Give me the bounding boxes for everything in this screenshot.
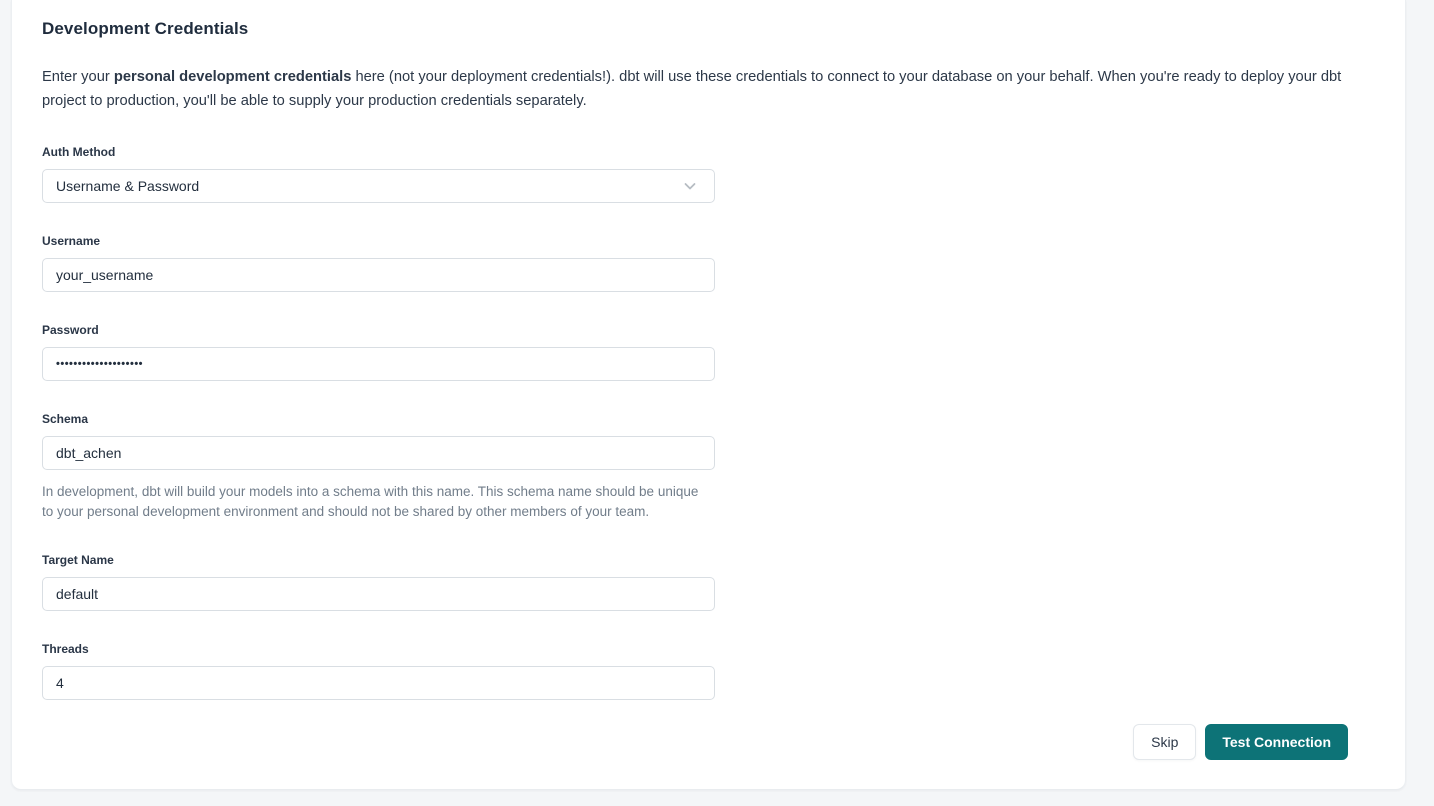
schema-label: Schema [42, 412, 89, 426]
skip-button[interactable]: Skip [1133, 724, 1196, 760]
auth-method-group [42, 146, 715, 203]
target-name-input[interactable] [42, 577, 715, 611]
password-label: Password [42, 323, 99, 337]
threads-group [42, 643, 715, 700]
auth-method-select[interactable] [42, 169, 715, 203]
credentials-card [11, 0, 1406, 790]
card-content [12, 0, 1405, 760]
schema-group [42, 413, 715, 522]
username-input[interactable] [42, 258, 715, 292]
auth-method-selected-value: Username & Password [56, 178, 200, 194]
username-group [42, 235, 715, 292]
threads-label: Threads [42, 642, 89, 656]
intro-paragraph [42, 65, 1375, 113]
schema-helper-text: In development, dbt will build your models into a schema with this name. This schema name should be unique to your personal development environment and should not be shared by other members of your team. [42, 484, 699, 519]
threads-input[interactable] [42, 666, 715, 700]
password-group [42, 324, 715, 381]
intro-text-bold: personal development credentials [113, 69, 352, 85]
chevron-down-icon [682, 178, 698, 194]
schema-input[interactable] [42, 436, 715, 470]
username-label: Username [42, 234, 101, 248]
footer-actions [42, 724, 1375, 760]
password-input[interactable] [42, 347, 715, 381]
test-connection-button[interactable]: Test Connection [1205, 724, 1348, 760]
target-name-group [42, 554, 715, 611]
target-name-label: Target Name [42, 553, 114, 567]
auth-method-label: Auth Method [42, 145, 116, 159]
intro-text-after: here (not your deployment credentials!). dbt will use these credentials to connect to your database on your behalf. When you're ready to deploy your dbt project to production, you'll be able to supply your production credentials separately. [42, 69, 1342, 109]
intro-text-before: Enter your [42, 69, 114, 85]
page-title: Development Credentials [42, 19, 249, 38]
